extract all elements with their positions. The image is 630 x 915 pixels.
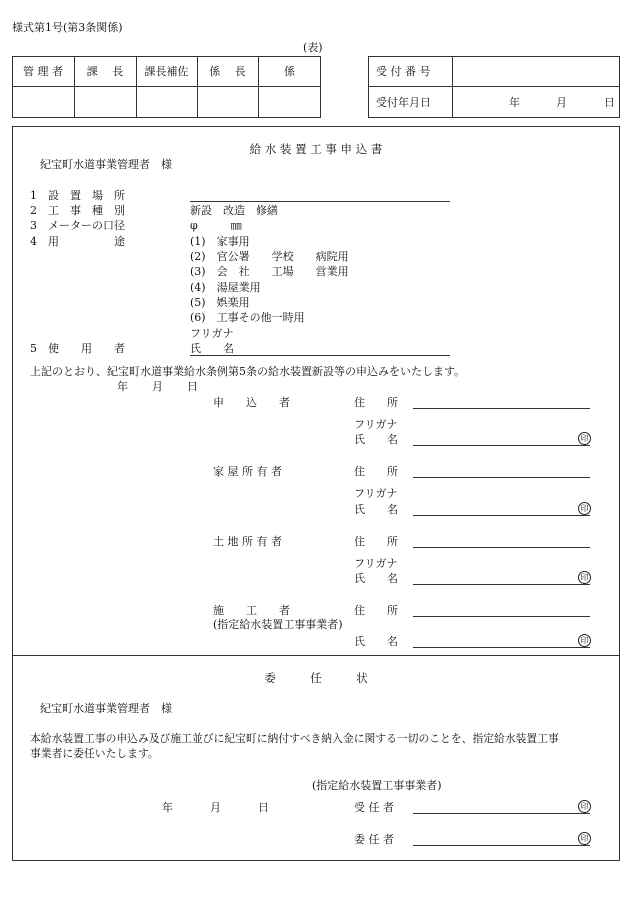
assignee-field[interactable] (413, 813, 590, 814)
contractor-address-field[interactable] (413, 616, 590, 617)
land-owner-role: 土 地 所 有 者 (213, 535, 282, 548)
work-type-options[interactable]: 新設 改造 修繕 (190, 204, 278, 217)
application-addressee: 紀宝町水道事業管理者 様 (40, 158, 172, 171)
contractor-name-label: 氏 名 (354, 635, 398, 648)
receipt-number-field[interactable] (453, 57, 619, 86)
delegation-date-day: 日 (258, 801, 269, 814)
item-label-location: 1 設 置 場 所 (30, 189, 125, 202)
contractor-role: 施 工 者 (213, 604, 290, 617)
land-owner-seal-icon: 印 (578, 571, 591, 584)
house-owner-address-field[interactable] (413, 477, 590, 478)
approval-header-subsection-chief: 係 長 (209, 65, 246, 78)
item-label-work-type: 2 工 事 種 別 (30, 204, 125, 217)
section-divider (12, 655, 620, 656)
meter-size-value[interactable]: φ ㎜ (190, 219, 242, 232)
usage-option-2[interactable]: (2) 官公署 学校 病院用 (190, 250, 349, 263)
land-owner-furigana-label: フリガナ (354, 557, 398, 570)
usage-option-6[interactable]: (6) 工事その他一時用 (190, 311, 305, 324)
contractor-role-sub: (指定給水装置工事事業者) (213, 618, 343, 631)
delegation-body-line1: 本給水装置工事の申込み及び施工並びに紀宝町に納付すべき納入金に関する一切のことを、指定給水装置工事 (30, 732, 559, 745)
applicant-name-field[interactable] (413, 445, 590, 446)
approval-stamp-cell[interactable] (12, 87, 321, 118)
house-owner-address-label: 住 所 (354, 465, 398, 478)
receipt-month: 月 (556, 96, 567, 109)
assignee-seal-icon: 印 (578, 800, 591, 813)
applicant-address-field[interactable] (413, 408, 590, 409)
applicant-address-label: 住 所 (354, 396, 398, 409)
item-label-meter-size: 3 メーターの口径 (30, 219, 125, 232)
delegation-contractor-label: (指定給水装置工事事業者) (312, 779, 442, 792)
application-date-year: 年 (117, 380, 128, 393)
land-owner-name-field[interactable] (413, 584, 590, 585)
receipt-date-label: 受付年月日 (376, 96, 431, 109)
applicant-seal-icon: 印 (578, 432, 591, 445)
application-title: 給 水 装 置 工 事 申 込 書 (249, 142, 383, 156)
contractor-seal-icon: 印 (578, 634, 591, 647)
land-owner-address-field[interactable] (413, 547, 590, 548)
form-number: 様式第1号(第3条関係) (12, 21, 123, 34)
delegation-addressee: 紀宝町水道事業管理者 様 (40, 702, 172, 715)
user-name-label: 氏 名 (190, 342, 234, 355)
delegation-body-line2: 事業者に委任いたします。 (30, 747, 159, 760)
usage-option-1[interactable]: (1) 家事用 (190, 235, 250, 248)
application-date-day: 日 (187, 380, 198, 393)
house-owner-role: 家 屋 所 有 者 (213, 465, 282, 478)
approval-header-assistant-chief: 課長補佐 (144, 65, 189, 78)
application-date-month: 月 (152, 380, 163, 393)
item-label-user: 5 使 用 者 (30, 342, 125, 355)
approval-header-staff: 係 (284, 65, 295, 78)
house-owner-name-label: 氏 名 (354, 503, 398, 516)
approval-header-manager: 管 理 者 (23, 65, 63, 78)
contractor-name-field[interactable] (413, 647, 590, 648)
user-name-field[interactable] (190, 355, 450, 356)
land-owner-address-label: 住 所 (354, 535, 398, 548)
house-owner-seal-icon: 印 (578, 502, 591, 515)
approval-header-section-chief: 課 長 (86, 65, 124, 78)
face-label: (表) (303, 41, 323, 54)
usage-option-5[interactable]: (5) 娯楽用 (190, 296, 250, 309)
applicant-role: 申 込 者 (213, 396, 290, 409)
house-owner-furigana-label: フリガナ (354, 487, 398, 500)
receipt-number-label: 受 付 番 号 (376, 65, 431, 78)
usage-option-3[interactable]: (3) 会 社 工場 営業用 (190, 265, 349, 278)
user-furigana-label: フリガナ (190, 327, 234, 340)
application-statement: 上記のとおり、紀宝町水道事業給水条例第5条の給水装置新設等の申込みをいたします。 (30, 365, 466, 378)
usage-option-4[interactable]: (4) 湯屋業用 (190, 281, 261, 294)
assignee-label: 受 任 者 (354, 801, 394, 814)
house-owner-name-field[interactable] (413, 515, 590, 516)
assignor-field[interactable] (413, 845, 590, 846)
delegation-date-month: 月 (210, 801, 221, 814)
contractor-address-label: 住 所 (354, 604, 398, 617)
item-label-usage: 4 用 途 (30, 235, 125, 248)
receipt-year: 年 (509, 96, 520, 109)
delegation-date-year: 年 (162, 801, 173, 814)
assignor-seal-icon: 印 (578, 832, 591, 845)
delegation-title: 委 任 状 (264, 671, 368, 685)
location-field[interactable] (190, 201, 450, 202)
receipt-day: 日 (604, 96, 615, 109)
assignor-label: 委 任 者 (354, 833, 394, 846)
applicant-name-label: 氏 名 (354, 433, 398, 446)
land-owner-name-label: 氏 名 (354, 572, 398, 585)
applicant-furigana-label: フリガナ (354, 418, 398, 431)
